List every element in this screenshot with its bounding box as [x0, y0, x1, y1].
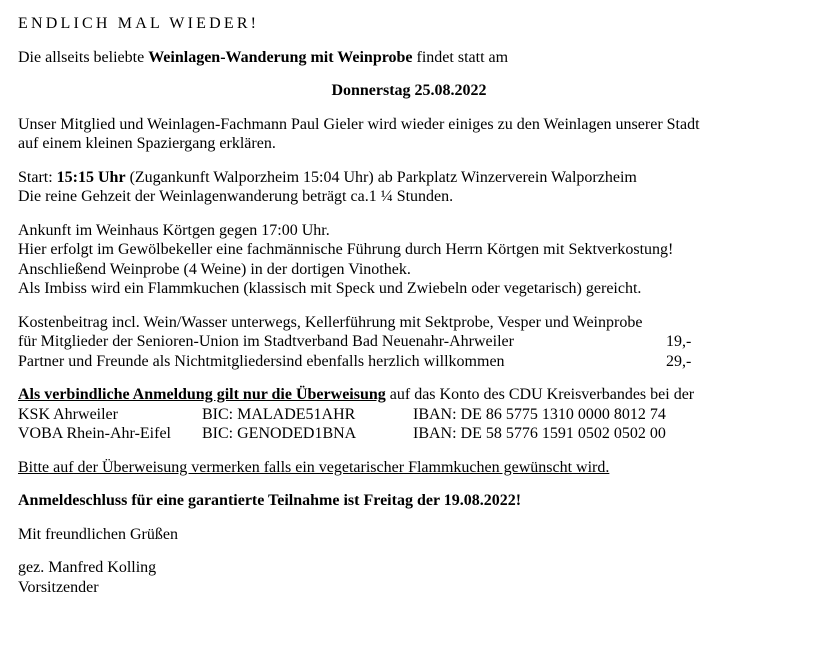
registration-rest: auf das Konto des CDU Kreisverbandes bei der: [385, 386, 695, 403]
arrival-line: Hier erfolgt im Gewölbekeller eine fachmännische Führung durch Herrn Körtgen mit Sektverkostung!: [18, 241, 674, 258]
arrival-line: Anschließend Weinprobe (4 Weine) in der dortigen Vinothek.: [18, 260, 411, 278]
price-row-partners: [18, 352, 800, 372]
event-name: Weinlagen-Wanderung mit Weinprobe: [148, 48, 413, 66]
intro-pre: Die allseits beliebte: [18, 48, 149, 66]
vegetarian-note: [18, 458, 800, 478]
signature: [18, 558, 800, 597]
deadline-text: Anmeldeschluss für eine garantierte Teilnahme ist Freitag der 19.08.2022!: [18, 492, 522, 509]
arrival-line: Ankunft im Weinhaus Körtgen gegen 17:00 Uhr.: [18, 221, 330, 239]
signature-role: Vorsitzender: [18, 578, 99, 596]
arrival-line: Als Imbiss wird ein Flammkuchen (klassisch mit Speck und Zwiebeln oder vegetarisch) gereicht.: [18, 280, 642, 297]
costs-intro: Kostenbeitrag incl. Wein/Wasser unterwegs, Kellerführung mit Sektprobe, Vesper und Weinprobe: [18, 313, 643, 331]
vegetarian-note-text: Bitte auf der Überweisung vermerken falls ein vegetarischer Flammkuchen gewünscht wird.: [18, 458, 610, 476]
members-label: für Mitglieder der Senioren-Union im Stadtverband Bad Neuenahr-Ahrweiler: [18, 333, 514, 350]
bank-iban: IBAN: DE 58 5776 1591 0502 0502 00: [413, 425, 666, 442]
members-price: 19,-: [666, 333, 692, 350]
greeting: Mit freundlichen Grüßen: [18, 525, 178, 543]
bank-bic: BIC: GENODED1BNA: [202, 425, 357, 442]
signature-name: gez. Manfred Kolling: [18, 559, 157, 576]
start-label: Start:: [18, 168, 57, 186]
intro-post: findet statt am: [412, 48, 509, 66]
bank-bic: BIC: MALADE51AHR: [202, 405, 356, 423]
registration-line: [18, 385, 800, 405]
start-time: 15:15 Uhr: [56, 168, 126, 186]
bank-name: KSK Ahrweiler: [18, 405, 118, 423]
partners-label: Partner und Freunde als Nichtmitgliedersind ebenfalls herzlich willkommen: [18, 352, 505, 370]
deadline: [18, 491, 800, 511]
start-details: (Zugankunft Walporzheim 15:04 Uhr) ab Parkplatz Winzerverein Walporzheim: [125, 168, 637, 186]
partners-price: 29,-: [666, 352, 692, 370]
intro-paragraph: [18, 48, 800, 68]
bank-name: VOBA Rhein-Ahr-Eifel: [18, 425, 171, 442]
event-date: Donnerstag 25.08.2022: [331, 82, 487, 99]
guide-line-1: Unser Mitglied und Weinlagen-Fachmann Paul Gieler wird wieder einiges zu den Weinlagen unserer Stadt: [18, 115, 700, 133]
guide-line-2: auf einem kleinen Spaziergang erklären.: [18, 135, 276, 152]
walk-duration: Die reine Gehzeit der Weinlagenwanderung beträgt ca.1 ¼ Stunden.: [18, 188, 454, 205]
registration-section: [18, 385, 800, 444]
document-heading: ENDLICH MAL WIEDER!: [18, 15, 260, 32]
costs-section: [18, 313, 800, 372]
start-paragraph: [18, 168, 800, 207]
registration-emphasis: Als verbindliche Anmeldung gilt nur die Überweisung: [18, 386, 386, 403]
bank-row: [18, 405, 800, 425]
arrival-paragraph: [18, 221, 800, 299]
bank-iban: IBAN: DE 86 5775 1310 0000 8012 74: [413, 405, 666, 423]
guide-paragraph: [18, 115, 800, 154]
bank-row: [18, 424, 800, 444]
price-row-members: [18, 332, 800, 352]
